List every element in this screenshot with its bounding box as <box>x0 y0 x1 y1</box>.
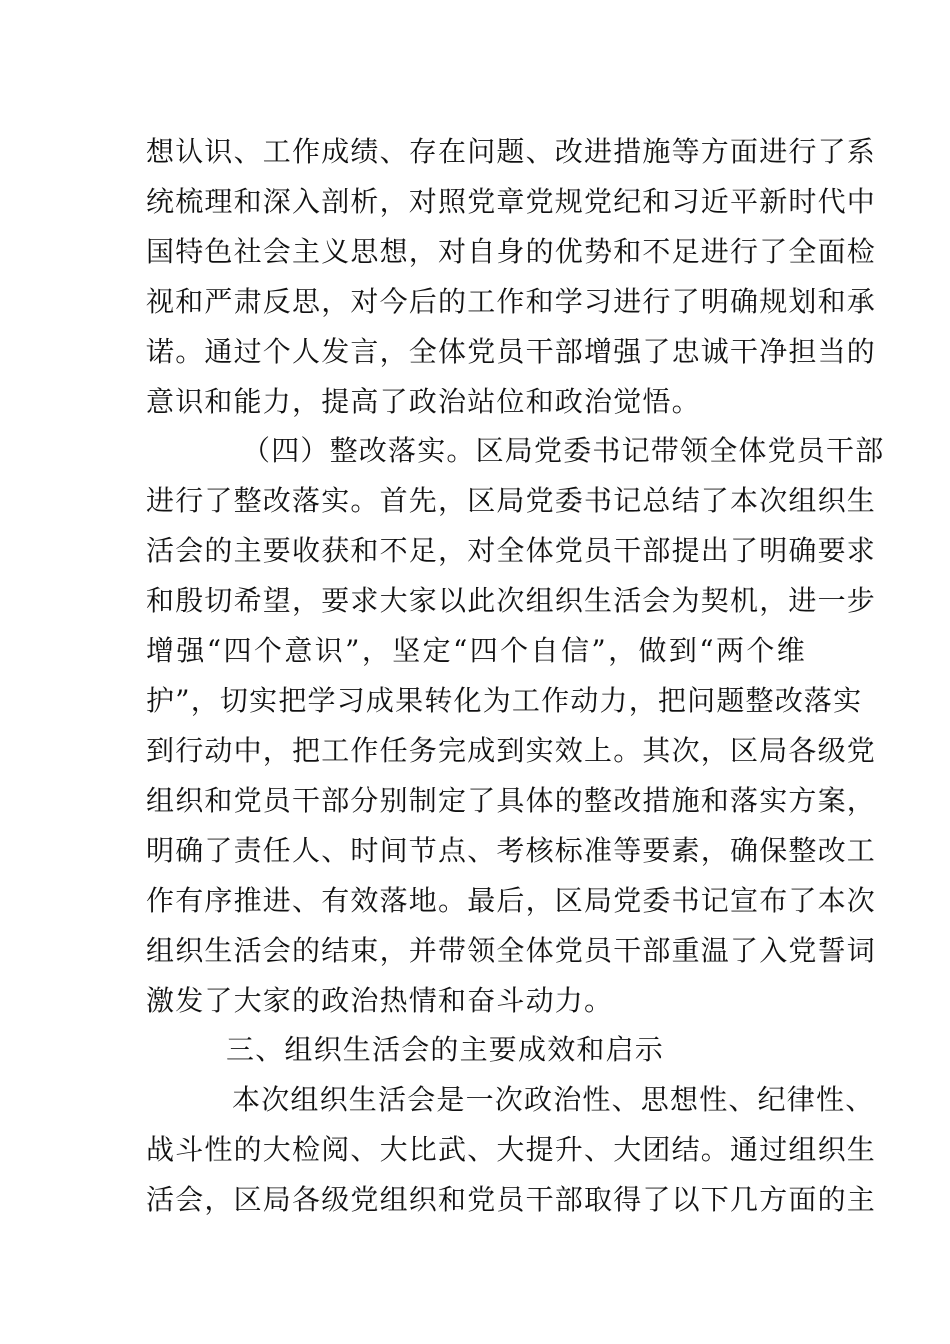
text-line: 国特色社会主义思想，对自身的优势和不足进行了全面检 <box>146 235 877 268</box>
section-heading-four: （四）整改落实。区局党委书记带领全体党员干部 <box>242 434 885 467</box>
text-line: 视和严肃反思，对今后的工作和学习进行了明确规划和承 <box>146 285 877 318</box>
section-heading-three: 三、组织生活会的主要成效和启示 <box>226 1033 665 1066</box>
text-line: 活会，区局各级党组织和党员干部取得了以下几方面的主 <box>146 1183 877 1216</box>
text-line: 激发了大家的政治热情和奋斗动力。 <box>146 984 614 1017</box>
text-line: 和殷切希望，要求大家以此次组织生活会为契机，进一步 <box>146 584 877 617</box>
text-line: 作有序推进、有效落地。最后，区局党委书记宣布了本次 <box>146 884 877 917</box>
text-line: 统梳理和深入剖析，对照党章党规党纪和习近平新时代中 <box>146 185 877 218</box>
text-line: 组织生活会的结束，并带领全体党员干部重温了入党誓词 <box>146 934 877 967</box>
text-line: 本次组织生活会是一次政治性、思想性、纪律性、 <box>232 1083 875 1116</box>
text-line: 到行动中，把工作任务完成到实效上。其次，区局各级党 <box>146 734 877 767</box>
text-line: 意识和能力，提高了政治站位和政治觉悟。 <box>146 385 701 418</box>
text-line: 诺。通过个人发言，全体党员干部增强了忠诚干净担当的 <box>146 335 877 368</box>
text-line: 战斗性的大检阅、大比武、大提升、大团结。通过组织生 <box>146 1133 877 1166</box>
text-line: 增强“四个意识”，坚定“四个自信”，做到“两个维 <box>146 634 806 667</box>
text-line: 明确了责任人、时间节点、考核标准等要素，确保整改工 <box>146 834 877 867</box>
text-line: 活会的主要收获和不足，对全体党员干部提出了明确要求 <box>146 534 877 567</box>
text-line: 护”，切实把学习成果转化为工作动力，把问题整改落实 <box>146 684 863 717</box>
text-line: 进行了整改落实。首先，区局党委书记总结了本次组织生 <box>146 484 877 517</box>
text-line: 想认识、工作成绩、存在问题、改进措施等方面进行了系 <box>146 135 877 168</box>
text-line: 组织和党员干部分别制定了具体的整改措施和落实方案， <box>146 784 877 817</box>
